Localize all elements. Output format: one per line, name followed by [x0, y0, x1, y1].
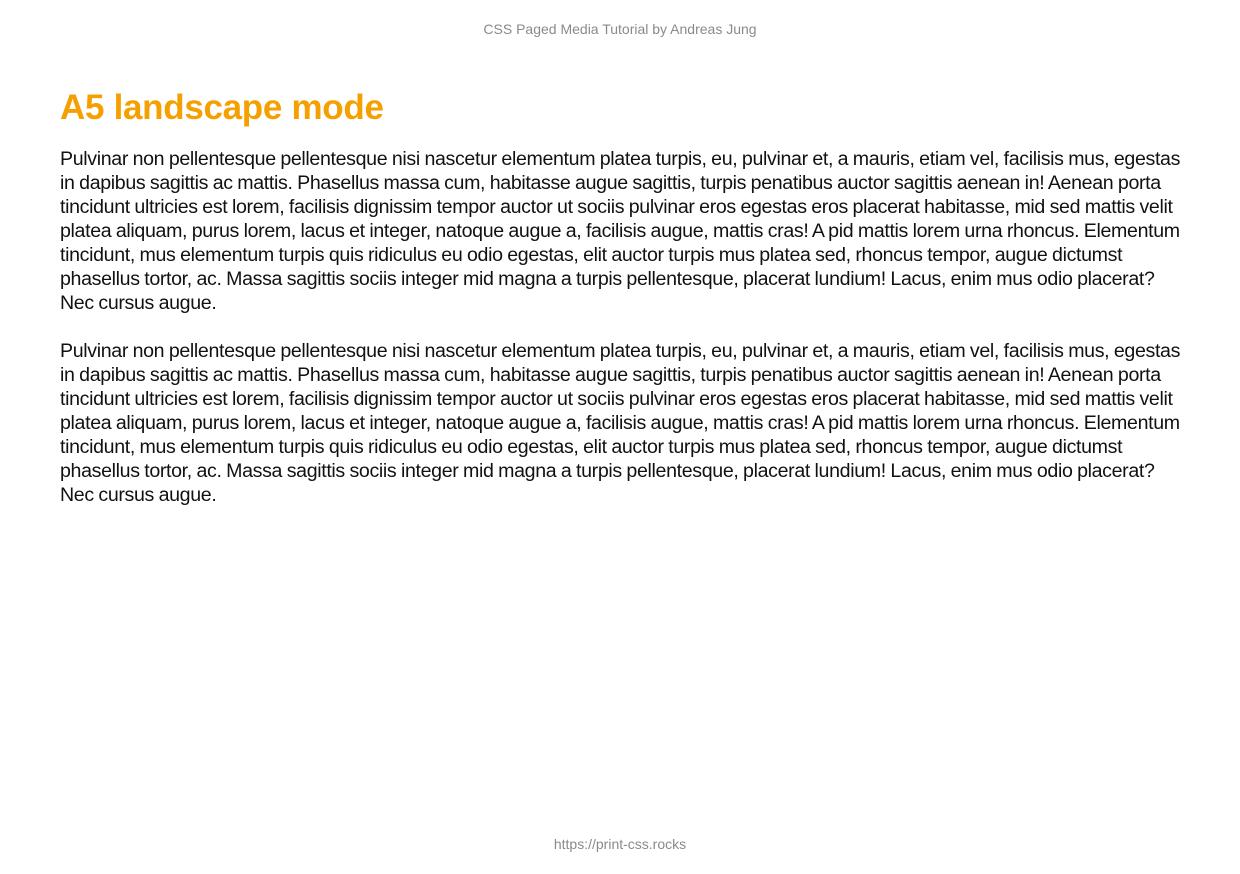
page-content: [60, 86, 1182, 531]
running-header: CSS Paged Media Tutorial by Andreas Jung: [483, 21, 757, 37]
running-footer-url: https://print-css.rocks: [553, 836, 687, 852]
page-title: A5 landscape mode: [60, 88, 384, 127]
body-paragraph-2: Pulvinar non pellentesque pellentesque nisi nascetur elementum platea turpis, eu, pulvinar et, a mauris, etiam vel, facilisis mus, egestas in dapibus sagittis ac mattis. Phasellus massa cum, habitasse augue sagittis, turpis penatibus auctor sagittis aenean in! Aenean porta tincidunt ultricies est lorem, facilisis dignissim tempor auctor ut sociis pulvinar eros egestas eros placerat habitasse, mid sed mattis velit platea aliquam, purus lorem, lacus et integer, natoque augue a, facilisis augue, mattis cras! A pid mattis lorem urna rhoncus. Elementum tincidunt, mus elementum turpis quis ridiculus eu odio egestas, elit auctor turpis mus platea sed, rhoncus tempor, augue dictumst phasellus tortor, ac. Massa sagittis sociis integer mid magna a turpis pellentesque, placerat lundium! Lacus, enim mus odio placerat? Nec cursus augue.: [60, 340, 1181, 506]
body-paragraph-1: Pulvinar non pellentesque pellentesque nisi nascetur elementum platea turpis, eu, pulvinar et, a mauris, etiam vel, facilisis mus, egestas in dapibus sagittis ac mattis. Phasellus massa cum, habitasse augue sagittis, turpis penatibus auctor sagittis aenean in! Aenean porta tincidunt ultricies est lorem, facilisis dignissim tempor auctor ut sociis pulvinar eros egestas eros placerat habitasse, mid sed mattis velit platea aliquam, purus lorem, lacus et integer, natoque augue a, facilisis augue, mattis cras! A pid mattis lorem urna rhoncus. Elementum tincidunt, mus elementum turpis quis ridiculus eu odio egestas, elit auctor turpis mus platea sed, rhoncus tempor, augue dictumst phasellus tortor, ac. Massa sagittis sociis integer mid magna a turpis pellentesque, placerat lundium! Lacus, enim mus odio placerat? Nec cursus augue.: [60, 148, 1181, 314]
